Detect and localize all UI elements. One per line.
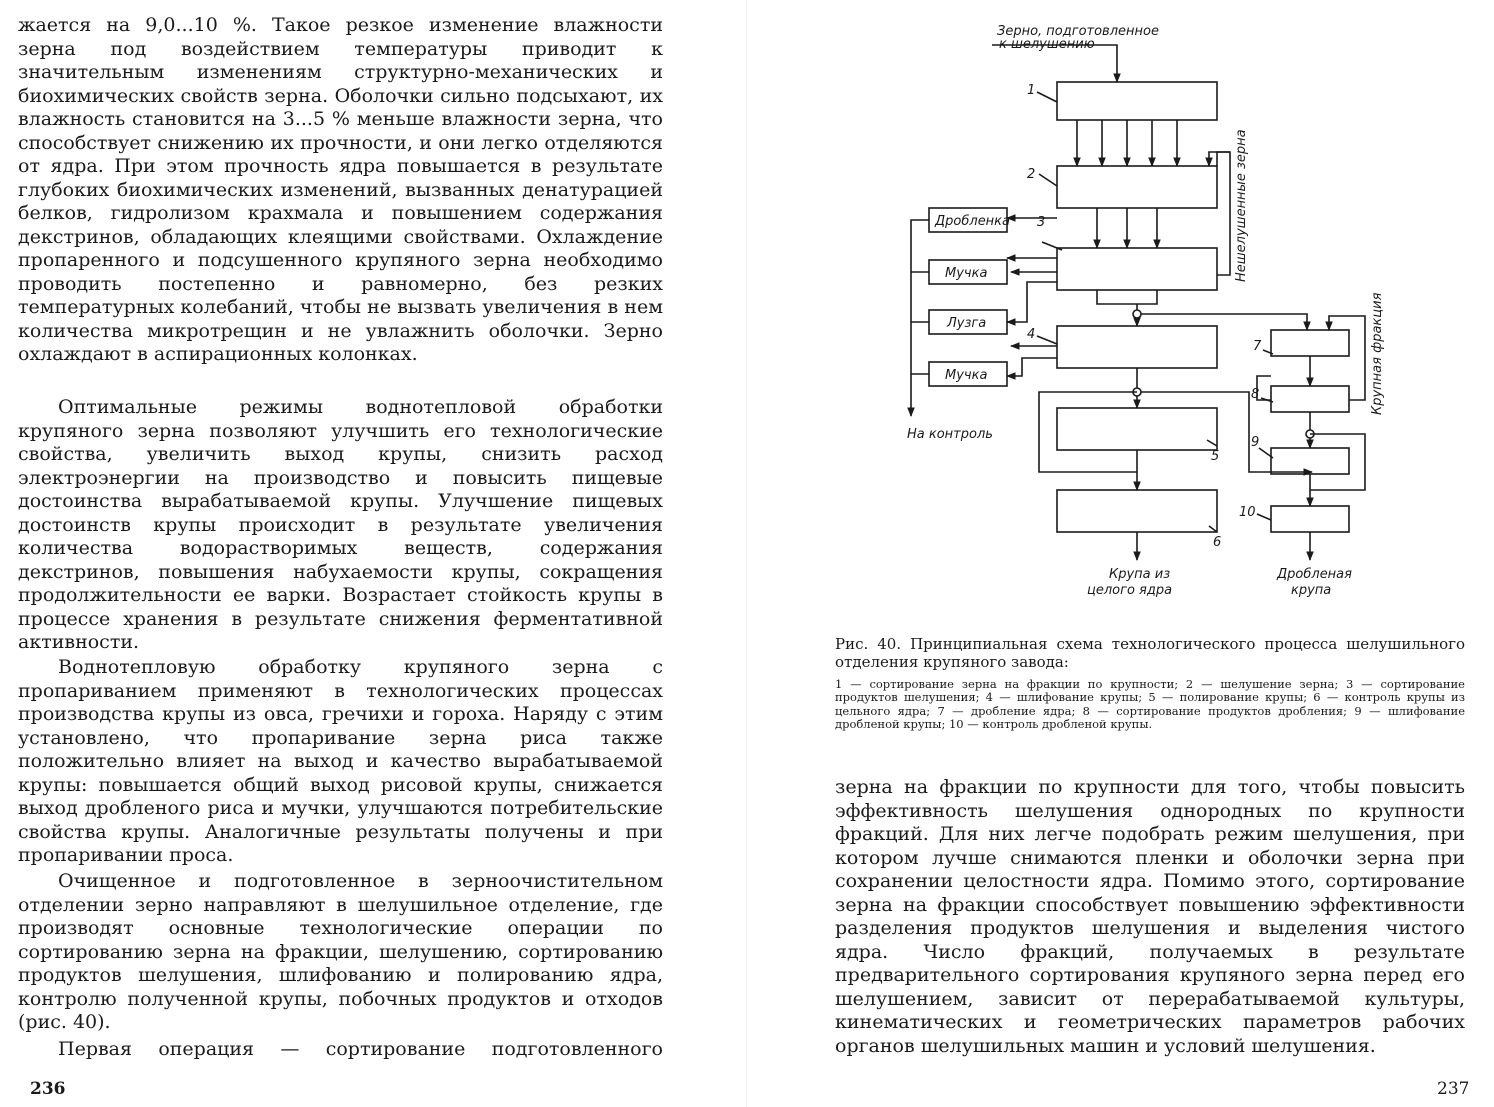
left-paragraph-5: Первая операция — сортирование подготовленного xyxy=(58,1038,663,1060)
left-paragraph-2: Оптимальные режимы воднотепловой обработки крупяного зерна позволяют улучшить его технологические свойства, увеличить выход крупы, снизить расход электроэнергии на производство и повысить пищевые достоинства вырабатываемой крупы. Улучшение пищевых достоинств крупы происходит в результате увеличения количества водорастворимых веществ, содержания декстринов, повышения набухаемости крупы, сокращения продолжительности ее варки. Возрастает стойкость крупы в процессе хранения в результате снижения ферментативной активности. xyxy=(18,396,663,653)
box-4 xyxy=(1057,326,1217,368)
page-number-left: 236 xyxy=(30,1079,66,1099)
left-paragraph-1: жается на 9,0...10 %. Такое резкое изменение влажности зерна под воздействием температуры приводит к значительным изменениям структурно-механических и биохимических свойств зерна. Оболочки сильно подсыхают, их влажность становится на 3...5 % меньше влажности зерна, что способствует снижению их прочности, и они легко отделяются от ядра. При этом прочность ядра повышается в результате глубоких биохимических изменений, вызванных денатурацией белков, гидролизом крахмала и повышением содержания декстринов, обладающих клеящими свойствами. Охлаждение пропаренного и подсушенного крупяного зерна необходимо проводить постепенно и равномерно, без резких температурных колебаний, чтобы не вызвать увеличения в нем количества микротрещин и не увлажнить оболочки. Зерно охлаждают в аспирационных колонках. xyxy=(18,14,663,365)
box-5 xyxy=(1057,408,1217,450)
figure-number-7: 7 xyxy=(1253,339,1262,354)
figure-number-1: 1 xyxy=(1027,83,1036,98)
input-label-line2: к шелушению xyxy=(999,37,1095,52)
figure-number-3: 3 xyxy=(1037,215,1046,230)
left-paragraph-3: Воднотепловую обработку крупяного зерна с пропариванием применяют в технологических процессах производства крупы из овса, гречихи и гороха. Наряду с этим установлено, что пропаривание зерна риса также положительно влияет на выход и качество вырабатываемой крупы: повышается общий выход рисовой крупы, снижается выход дробленого риса и мучки, улучшаются потребительские свойства крупы. Аналогичные результаты получены и при пропаривании проса. xyxy=(18,656,663,866)
right-page xyxy=(747,0,1494,1107)
left-paragraph-4: Очищенное и подготовленное в зерноочистительном отделении зерно направляют в шелушильное отделение, где производят основные технологические операции по сортированию зерна на фракции, шелушению, сортированию продуктов шелушения, шлифованию и полированию ядра, контролю полученной крупы, побочных продуктов и отходов (рис. 40). xyxy=(18,870,663,1033)
figure-number-4: 4 xyxy=(1027,327,1036,342)
page-number-right: 237 xyxy=(1437,1079,1470,1099)
byproduct-label-husk: Лузга xyxy=(947,316,987,331)
figure-number-10: 10 xyxy=(1239,505,1256,520)
input-label-line1: Зерно, подготовленное xyxy=(997,24,1159,39)
figure-caption-title: Рис. 40. Принципиальная схема технологического процесса шелушильного отделения крупяного завода: xyxy=(835,635,1465,671)
byproduct-label-meal-1: Мучка xyxy=(945,266,988,281)
box-1 xyxy=(1057,82,1217,120)
box-8 xyxy=(1271,386,1349,412)
box-9 xyxy=(1271,448,1349,474)
box-3 xyxy=(1057,248,1217,290)
figure-caption-legend: 1 — сортирование зерна на фракции по крупности; 2 — шелушение зерна; 3 — сортирование продуктов шелушения; 4 — шлифование крупы; 5 — полирование крупы; 6 — контроль крупы из цельного ядра; 7 — дробление ядра; 8 — сортирование продуктов дробления; 9 — шлифование дробленой крупы; 10 — контроль дробленой крупы. xyxy=(835,676,1465,731)
output-crushed-line1: Дробленая xyxy=(1277,567,1352,582)
unhulled-side-label: Нешелушенные зерна xyxy=(1234,129,1249,282)
box-7 xyxy=(1271,330,1349,356)
process-flow-diagram xyxy=(887,20,1487,620)
box-2 xyxy=(1057,166,1217,208)
coarse-side-label: Крупная фракция xyxy=(1370,292,1385,415)
byproduct-label-crushings: Дробленка xyxy=(935,214,1011,229)
byproduct-label-meal-2: Мучка xyxy=(945,368,988,383)
figure-number-5: 5 xyxy=(1211,449,1220,464)
output-crushed-line2: крупа xyxy=(1291,583,1332,598)
figure-number-6: 6 xyxy=(1213,535,1222,550)
right-paragraph: зерна на фракции по крупности для того, чтобы повысить эффективность шелушения однородных по крупности фракций. Для них легче подобрать режим шелушения, при котором лучше снимаются пленки и оболочки зерна при сохранении целостности ядра. Помимо этого, сортирование зерна на фракции способствует повышению эффективности разделения продуктов шелушения и выделения чистого ядра. Число фракций, получаемых в результате предварительного сортирования крупяного зерна перед его шелушением, зависит от перерабатываемой культуры, кинематических и геометрических параметров рабочих органов шелушильных машин и условий шелушения. xyxy=(835,776,1465,1057)
box-6 xyxy=(1057,490,1217,532)
output-whole-line2: целого ядра xyxy=(1087,583,1173,598)
figure-number-2: 2 xyxy=(1027,167,1036,182)
to-control-label: На контроль xyxy=(907,427,993,442)
figure-number-9: 9 xyxy=(1251,435,1260,450)
box-10 xyxy=(1271,506,1349,532)
figure-number-8: 8 xyxy=(1251,387,1260,402)
output-whole-line1: Крупа из xyxy=(1109,567,1171,582)
